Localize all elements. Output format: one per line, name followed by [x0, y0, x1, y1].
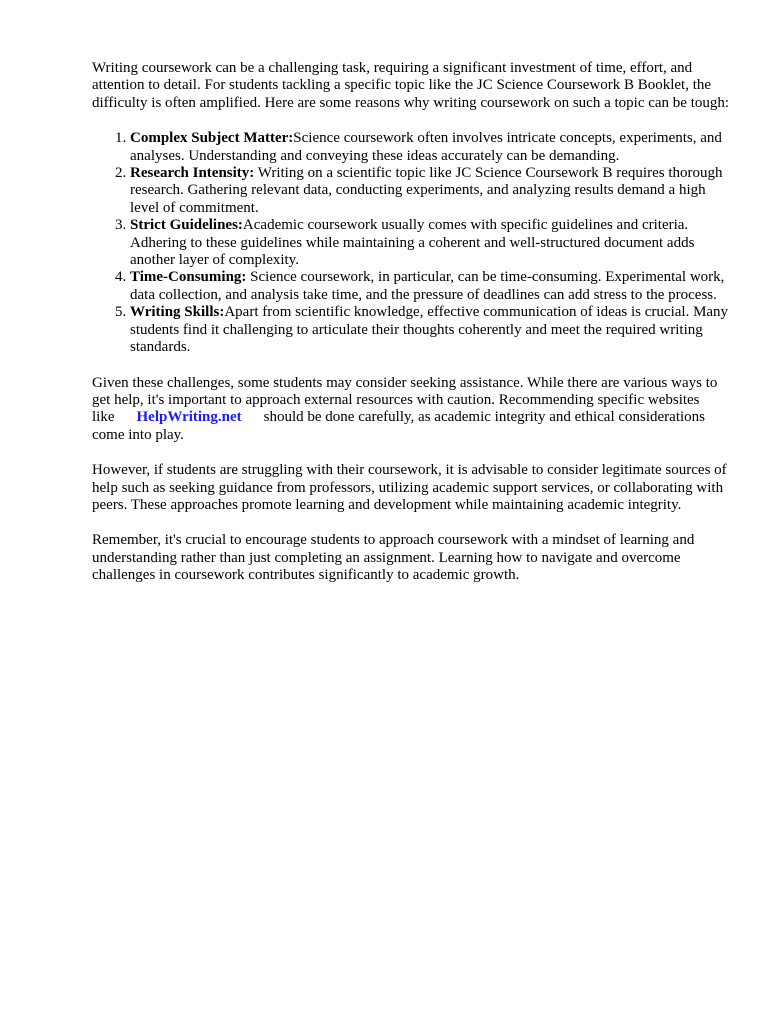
list-item	[130, 269, 732, 304]
list-item	[130, 130, 732, 165]
reasons-list	[92, 130, 732, 356]
assistance-text-before: Given these challenges, some students may consider seeking assistance. While there are various ways to get help, it's important to approach external resources with caution. Recommending specific websites like	[92, 374, 718, 426]
assistance-text-after: should be done carefully, as academic integrity and ethical considerations come into play.	[92, 409, 706, 443]
assistance-paragraph	[92, 375, 732, 445]
reason-term: Time-Consuming:	[130, 269, 247, 286]
reason-term: Complex Subject Matter:	[130, 130, 294, 147]
reason-term: Strict Guidelines:	[130, 217, 243, 234]
reason-text: Academic coursework usually comes with specific guidelines and criteria. Adhering to these guidelines while maintaining a coherent and well-structured document adds another layer of complexity.	[130, 217, 695, 269]
list-item	[130, 165, 732, 217]
reason-text: Writing on a scientific topic like JC Science Coursework B requires thorough research. Gathering relevant data, conducting experiments, and analyzing results demand a high level of commitment.	[130, 165, 723, 216]
list-item	[130, 304, 732, 356]
reason-text: Apart from scientific knowledge, effective communication of ideas is crucial. Many students find it challenging to articulate their thoughts coherently and meet the required writing standards.	[130, 304, 729, 356]
document-page	[92, 60, 732, 603]
reason-text: Science coursework, in particular, can be time-consuming. Experimental work, data collection, and analysis take time, and the pressure of deadlines can add stress to the process.	[130, 269, 725, 303]
reason-text: Science coursework often involves intricate concepts, experiments, and analyses. Understanding and conveying these ideas accurately can be demanding.	[130, 130, 722, 164]
intro-paragraph: Writing coursework can be a challenging task, requiring a significant investment of time, effort, and attention to detail. For students tackling a specific topic like the JC Science Coursework B Booklet, the difficulty is often amplified. Here are some reasons why writing coursework on such a topic can be tough:	[92, 60, 730, 111]
closing-paragraph: Remember, it's crucial to encourage students to approach coursework with a mindset of learning and understanding rather than just completing an assignment. Learning how to navigate and overcome challenges in coursework contributes significantly to academic growth.	[92, 532, 695, 584]
reason-term: Writing Skills:	[130, 304, 225, 321]
legitimate-help-paragraph: However, if students are struggling with their coursework, it is advisable to consider legitimate sources of help such as seeking guidance from professors, utilizing academic support services, or collaborating with peers. These approaches promote learning and development while maintaining academic integrity.	[92, 462, 727, 513]
helpwriting-link[interactable]: HelpWriting.net	[136, 409, 242, 426]
list-item	[130, 217, 732, 269]
reason-term: Research Intensity:	[130, 165, 255, 182]
